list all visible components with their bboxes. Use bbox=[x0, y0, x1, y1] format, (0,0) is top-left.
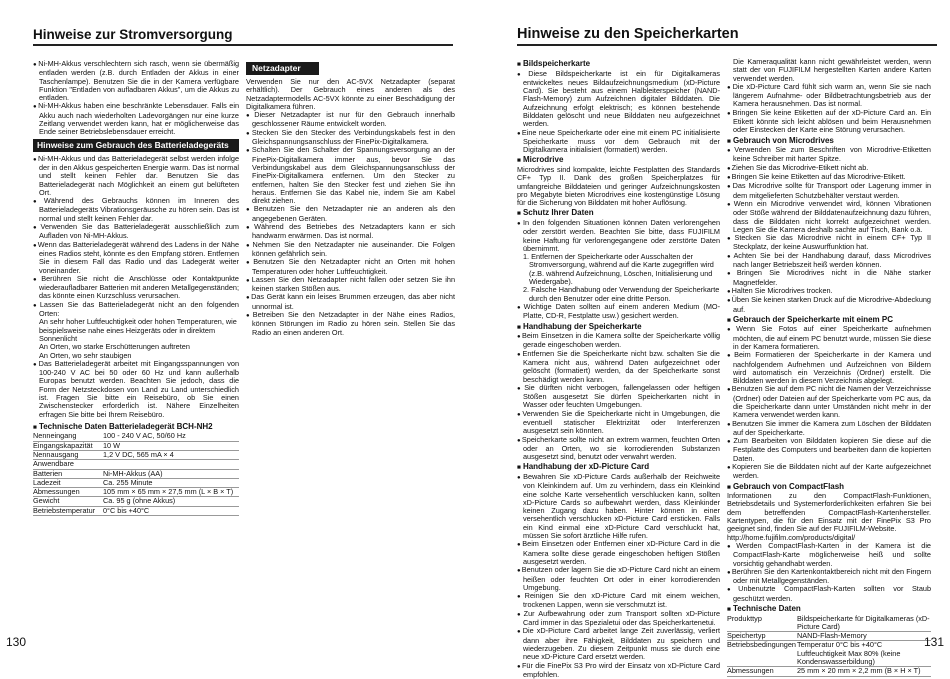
list-item: ● Benutzen oder lagern Sie die xD-Picture Card nicht an einem heißen oder feuchten Ort oder in einer korrodierenden Umgebung. bbox=[517, 566, 720, 592]
spec-value: 105 mm × 65 mm × 27,5 mm (L × B × T) bbox=[103, 488, 239, 497]
list-item: ● Bringen Sie Microdrives nicht in die Nähe starker Magnetfelder. bbox=[727, 269, 931, 287]
cf-text: Informationen zu den CompactFlash-Funktionen, Betriebsdetails und Systemerforderlichkeiten erfahren Sie bei dem betreffenden CompactFlash-Kartenhersteller. Kartentypen, die für den Einsatz mit der FinePix S3 Pro geeignet sind, finden Sie auf der FUJIFILM-Website. bbox=[727, 492, 931, 533]
spec-value: Ni-MH-Akkus (AA) bbox=[103, 469, 239, 478]
spec-key: Ladezeit bbox=[33, 478, 103, 487]
left-column-1 bbox=[33, 60, 239, 635]
spec-value bbox=[103, 460, 239, 469]
list-item: ● Verwenden Sie zum Beschriften von Microdrive-Etiketten keine Schreiber mit harter Spitze. bbox=[727, 146, 931, 164]
list-item: ● Ni-MH-Akkus und das Batterieladegerät selbst werden infolge der in den Akkus gespeicherten Energie warm. Das ist normal und stellt keinen Fehler dar. Benutzen Sie das Batterieladegerät nach Möglichkeit an einem gut belüfteten Ort. bbox=[33, 155, 239, 197]
table-row bbox=[33, 469, 239, 478]
list-item: An Orten, wo sehr staubigen bbox=[33, 352, 239, 360]
micro-text: Microdrives sind kompakte, leichte Festplatten des Standards CF+ Typ II. Dank des großen Speicherplatzes für umfangreiche Bilddateien und geringer Aufzeichnungskosten pro Megabyte bieten Microdrives eine kostengünstige Lösung für die Sicherung von Bilddaten mit hoher Auflösung. bbox=[517, 166, 720, 207]
spec-heading: ■ Technische Daten Batterieladegerät BCH-NH2 bbox=[33, 422, 239, 433]
list-item: ● Für die FinePix S3 Pro wird der Einsatz von xD-Picture Card empfohlen. bbox=[517, 662, 720, 679]
spec-value: Temperatur 0°C bis +40°C Luftfeuchtigkeit Max 80% (keine Kondenswasserbildung) bbox=[797, 641, 931, 667]
table-row bbox=[33, 497, 239, 506]
list-item: ● Bewahren Sie xD-Picture Cards außerhalb der Reichweite von Kleinkindern auf. Um zu verhindern, dass ein Kleinkind eine solche Karte versehentlich verschlucken kann, sollten xD-Picture Cards so aufbewahrt werden, dass Kleinkinder keinen Zugang dazu haben. Hinter können in einer versehentlich verschlucken xD-Picture Card ersticken. Falls ein Kind einmal eine xD-Picture Card verschluckt hat, müssen Sie sofort ärztliche Hilfe rufen. bbox=[517, 473, 720, 540]
micro-heading: ■ Microdrive bbox=[517, 155, 720, 166]
spec-value: Ca. 255 Minute bbox=[103, 478, 239, 487]
list-item: ● Während des Gebrauchs können im Inneren des Batterieladegeräts Vibrationsgeräusche zu hören sein. Das ist normal und stellt keinen Fehler dar. bbox=[33, 197, 239, 223]
bild-heading: ■ Bildspeicherkarte bbox=[517, 59, 720, 70]
list-item: ● Diese Bildspeicherkarte ist ein für Digitalkameras entwickeltes neues Bildaufzeichnungsmedium (xD-Picture Card). Sie besteht aus einem Halbleiterspeicher (NAND-Flash-Memory) zum Aufzeichnen digitaler Bilddaten. Die Aufzeichnung erfolgt elektrisch; es können bestehende Bilddaten gelöscht und neue Bilddaten neu aufgezeichnet werden. bbox=[517, 70, 720, 129]
list-item: 1. Entfernen der Speicherkarte oder Ausschalten der Stromversorgung, während auf die Karte zugegriffen wird (z.B. während Aufzeichnung, Löschen, Initialisierung und Wiedergabe). bbox=[517, 253, 720, 286]
list-item: ● Wenn Sie Fotos auf einer Speicherkarte aufnehmen möchten, die auf einem PC benutzt wurde, müssen Sie diese in der Kamera formatieren. bbox=[727, 325, 931, 351]
list-item: ● Das Microdrive sollte für Transport oder Lagerung immer in dem mitgelieferten Schutzbehälter verstaut werden. bbox=[727, 182, 931, 200]
table-row bbox=[727, 641, 931, 667]
spec-key: Nennausgang bbox=[33, 450, 103, 459]
spec-value: Ca. 95 g (ohne Akkus) bbox=[103, 497, 239, 506]
left-page bbox=[0, 0, 475, 659]
list-item: ● Benutzen Sie den Netzadapter nicht an Orten mit hohen Temperaturen oder hoher Luftfeuchtigkeit. bbox=[246, 258, 455, 276]
spec-value: NAND-Flash-Memory bbox=[797, 632, 931, 641]
list-item: ● Wenn ein Microdrive verwendet wird, können Vibrationen oder Stöße während der Bilddatenaufzeichnung dazu führen, dass die Bilddaten nicht korrekt aufgezeichnet werden. Legen Sie die Kamera deshalb sachte auf Tisch, Bank o.ä. bbox=[727, 200, 931, 234]
list-item: ● Beim Einsetzen in die Kamera sollte der Speicherkarte völlig gerade eingeschoben werden. bbox=[517, 332, 720, 350]
spec-key: Abmessungen bbox=[33, 488, 103, 497]
list-item: ● Stecken Sie den Stecker des Verbindungskabels fest in den Gleichspannungsanschluss der FinePix-Digitalkamera. bbox=[246, 129, 455, 147]
page-title: Hinweise zur Stromversorgung bbox=[33, 27, 453, 42]
list-item: ● Ziehen Sie das Microdrive-Etikett nicht ab. bbox=[727, 164, 931, 173]
list-item: ● Betreiben Sie den Netzadapter in der Nähe eines Radios, können Störungen im Radio zu hören sein. Stellen Sie das Radio an einen anderen Ort. bbox=[246, 311, 455, 337]
table-row bbox=[727, 615, 931, 632]
charger-spec-table bbox=[33, 432, 239, 516]
list-item: 2. Falsche Handhabung oder Verwendung der Speicherkarte durch den Benutzer oder eine dritte Person. bbox=[517, 286, 720, 303]
spec-value: Bildspeicherkarte für Digitalkameras (xD-Picture Card) bbox=[797, 615, 931, 632]
spec-key: Produkttyp bbox=[727, 615, 797, 632]
spec-key: Eingangskapazität bbox=[33, 441, 103, 450]
adapter-heading: Netzadapter bbox=[246, 62, 319, 75]
tech-heading: ■ Technische Daten bbox=[727, 604, 931, 615]
spec-key: Abmessungen bbox=[727, 667, 797, 676]
list-item: ● Benutzen Sie auf dem PC nicht die Namen der Verzeichnisse (Ordner) oder Dateien auf der Speicherkarte vom PC aus, da die Speicherkarte dann unter Umständen nicht mehr in der Kamera verwendet werden kann. bbox=[727, 385, 931, 419]
list-item: ● Sie dürften nicht verbogen, fallengelassen oder heftigen Stößen ausgesetzt Sie dürfen Speicherkarten nicht in Wasser oder feuchten Umgebungen. bbox=[517, 384, 720, 410]
schutz-intro: ● In den folgenden Situationen können Daten verlorengehen oder zerstört werden. Beachten Sie bitte, dass FUJIFILM keine Haftung für verlorengegangene oder zerstörte Daten übernimmt. bbox=[517, 219, 720, 253]
list-item: ● Die xD-Picture Card arbeitet lange Zeit zuverlässig, verliert dann aber ihre Fähigkeit, Bilddaten zu speichern und wiederzugeben. Zu diesem Zeitpunkt muss sie durch eine neue xD-Picture Card ersetzt werden. bbox=[517, 627, 720, 661]
list-item: ● Berühren Sie nicht die Anschlüsse oder Kontaktpunkte wiederaufladbarer Batterien mit anderen Metallgegenständen; das könnte einen Kurzschluss verursachen. bbox=[33, 275, 239, 301]
spec-key: Batterien bbox=[33, 469, 103, 478]
page-number: 131 bbox=[924, 635, 944, 649]
list-item: ● Schalten Sie den Schalter der Spannungsversorgung an der FinePix-Digitalkamera immer aus, bevor Sie das Verbindungskabel aus dem Gleichspannungsanschluss der FinePix-Digitalkamera entfernen. Um den Stecker zu entfernen, halten Sie den Stecker fest und ziehen Sie ihn heraus. Entfernen Sie das Kabel nie, indem Sie am Kabel direkt ziehen. bbox=[246, 146, 455, 205]
list-item: ● Halten Sie Microdrives trocken. bbox=[727, 287, 931, 296]
list-item: ● Verwenden Sie die Speicherkarte nicht in Umgebungen, die eventuell statischer Elektrizität oder Interferenzen ausgesetzt sein könnten. bbox=[517, 410, 720, 436]
list-item: ● Benutzen Sie immer die Kamera zum Löschen der Bilddaten auf der Speicherkarte. bbox=[727, 420, 931, 438]
col2-top-text: Die Kameraqualität kann nicht gewährleistet werden, wenn statt der von FUJIFILM hergestellten Karten andere Karten verwendet werden. bbox=[727, 58, 931, 83]
page-title: Hinweise zu den Speicherkarten bbox=[517, 27, 937, 42]
title-rule bbox=[33, 44, 453, 46]
table-row bbox=[33, 506, 239, 515]
page-number: 130 bbox=[6, 635, 26, 649]
list-item: ● Dieser Netzadapter ist nur für den Gebrauch innerhalb geschlossener Räume entwickelt worden. bbox=[246, 111, 455, 129]
gmicro-heading: ■ Gebrauch von Microdrives bbox=[727, 136, 931, 147]
list-item: ● Speicherkarte sollte nicht an extrem warmen, feuchten Orten oder an Orten, wo sie korrodierenden Substanzen ausgesetzt sind, benutzt oder verwahrt werden. bbox=[517, 436, 720, 462]
list-item: ● Das Gerät kann ein leises Brummen erzeugen, das aber nicht unnormal ist. bbox=[246, 293, 455, 311]
spec-value: 25 mm × 20 mm × 2,2 mm (B × H × T) bbox=[797, 667, 931, 676]
left-column-2 bbox=[246, 60, 455, 635]
list-item: ● Beim Einsetzen oder Entfernen einer xD-Picture Card in die Kamera sollte diese gerade eingeschoben heftigen Stößen ausgesetzt werden. bbox=[517, 540, 720, 566]
schutz-heading: ■ Schutz Ihrer Daten bbox=[517, 208, 720, 219]
list-item: ● Benutzen Sie den Netzadapter nie an anderen als den angegebenen Geräten. bbox=[246, 205, 455, 223]
xd-heading: ■ Handhabung der xD-Picture Card bbox=[517, 462, 720, 473]
spec-value: 100 - 240 V AC, 50/60 Hz bbox=[103, 432, 239, 441]
list-item: ● Beim Formatieren der Speicherkarte in der Kamera und nachfolgendem Aufnehmen und Aufzeichnen von Bildern wird automatisch ein Verzeichnis (Ordner) erstellt. Die Bilddaten werden in diesem Verzeichnis abgelegt. bbox=[727, 351, 931, 385]
spec-key: Betriebstemperatur bbox=[33, 506, 103, 515]
list-item: ● Reinigen Sie den xD-Picture Card mit einem weichen, trockenen Lappen, wenn sie verschmutzt ist. bbox=[517, 592, 720, 610]
charger-heading: Hinweise zum Gebrauch des Batterieladegeräts bbox=[33, 139, 239, 152]
cf-url: http://home.fujifilm.com/products/digital/ bbox=[727, 534, 931, 542]
list-item: ● Achten Sie bei der Handhabung darauf, dass Microdrives nach langer Betriebszeit heiß werden können. bbox=[727, 252, 931, 270]
list-item: ● Ni-MH-Akkus haben eine beschränkte Lebensdauer. Falls ein Akku auch nach wiederholten Ladevorgängen nur eine kurze Zeitlang verwendet werden kann, hat er möglicherweise das Ende seiner Betriebslebensdauer erreicht. bbox=[33, 102, 239, 136]
list-item: ● Während des Betriebes des Netzadapters kann er sich handwarm erwärmen. Das ist normal. bbox=[246, 223, 455, 241]
list-item: ● Verwenden Sie das Batterieladegerät ausschließlich zum Aufladen von Ni-MH-Akkus. bbox=[33, 223, 239, 241]
spec-value: 0°C bis +40°C bbox=[103, 506, 239, 515]
list-item: ● Lassen Sie das Batterieladegerät nicht an den folgenden Orten: bbox=[33, 301, 239, 319]
schutz-last: ● Wichtige Daten sollten auf einem anderen Medium (MO-Platte, CD-R, Festplatte usw.) gesichert werden. bbox=[517, 303, 720, 321]
right-column-2 bbox=[727, 58, 931, 653]
list-item: ● Berühren Sie den Kartenkontaktbereich nicht mit den Fingern oder mit Metallgegenständen. bbox=[727, 568, 931, 586]
list-item: ● Entfernen Sie die Speicherkarte nicht bzw. schalten Sie die Kamera nicht aus, während Daten aufgezeichnet oder gelöscht (formatiert) werden, da der Speicherkarte sonst beschädigt werden kann. bbox=[517, 350, 720, 384]
list-item: ● Lassen Sie den Netzadapter nicht fallen oder setzen Sie ihn keinen starken Stößen aus. bbox=[246, 276, 455, 294]
table-row bbox=[33, 432, 239, 441]
list-item: ● Üben Sie keinen starken Druck auf die Microdrive-Abdeckung auf. bbox=[727, 296, 931, 314]
pc-heading: ■ Gebrauch der Speicherkarte mit einem PC bbox=[727, 315, 931, 326]
list-item: ● Ni-MH-Akkus verschlechtern sich rasch, wenn sie übermäßig entladen werden (z.B. durch Entladen der Akkus in einer Taschenlampe). Benutzen Sie die in der Kamera verfügbare Funktion "Entladen von aufladbaren Akkus", um die Akkus zu entladen. bbox=[33, 60, 239, 102]
right-page bbox=[475, 0, 950, 659]
table-row bbox=[727, 667, 931, 676]
spec-key: Anwendbare bbox=[33, 460, 103, 469]
list-item: ● Unbenutzte CompactFlash-Karten sollten vor Staub geschützt werden. bbox=[727, 585, 931, 603]
spec-value: 10 W bbox=[103, 441, 239, 450]
hand-heading: ■ Handhabung der Speicherkarte bbox=[517, 322, 720, 333]
list-item: ● Zur Aufbewahrung oder zum Transport sollten xD-Picture Card immer in das Spezialetui oder das Speicherkartenetui. bbox=[517, 610, 720, 628]
card-spec-table bbox=[727, 615, 931, 677]
adapter-intro: Verwenden Sie nur den AC-5VX Netzadapter (separat erhältlich). Der Gebrauch eines anderen als des Netzadaptermodells AC-5VX könnte zu einer Beschädigung der Digitalkamera führen. bbox=[246, 78, 455, 111]
list-item: ● Nehmen Sie den Netzadapter nie auseinander. Die Folgen können gefährlich sein. bbox=[246, 241, 455, 259]
list-item: An Orten, wo starke Erschütterungen auftreten bbox=[33, 343, 239, 351]
list-item: ● Zum Bearbeiten von Bilddaten kopieren Sie diese auf die Festplatte des Computers und bearbeiten dann die kopierten Daten. bbox=[727, 437, 931, 463]
spec-key: Speichertyp bbox=[727, 632, 797, 641]
table-row bbox=[33, 460, 239, 469]
list-item: ● Bringen Sie keine Etiketten auf der xD-Picture Card an. Ein Etikett könnte sich leicht ablösen und beim Herausnehmen oder Einstecken der Karte eine Störung verursachen. bbox=[727, 109, 931, 135]
list-item: ● Bringen Sie keine Etiketten auf das Microdrive-Etikett. bbox=[727, 173, 931, 182]
list-item: ● Die xD-Picture Card fühlt sich warm an, wenn Sie sie nach längerem Aufnahme- oder Bildbetrachtungsbetrieb aus der Kamera herausnehmen. Das ist normal. bbox=[727, 83, 931, 109]
list-item: ● Stecken Sie das Microdrive nicht in einem CF+ Typ II Steckplatz, der keine Auswurffunktion hat. bbox=[727, 234, 931, 252]
list-item: ● Kopieren Sie die Bilddaten nicht auf der Karte aufgezeichnet werden. bbox=[727, 463, 931, 481]
list-item: An sehr hoher Luftfeuchtigkeit oder hohen Temperaturen, wie beispielsweise nahe eines Heizgeräts oder in direktem Sonnenlicht bbox=[33, 318, 239, 343]
list-item: ● Eine neue Speicherkarte oder eine mit einem PC initialisierte Speicherkarte muss vor dem Gebrauch mit der Digitalkamera initialisiert (formatiert) werden. bbox=[517, 129, 720, 155]
title-rule bbox=[517, 44, 937, 46]
charger-last-bullet: ● Das Batterieladegerät arbeitet mit Eingangsspannungen von 100-240 V AC bei 50 oder 60 Hz und kann außerhalb Europas benutzt werden. Beachten Sie jedoch, dass die Form der Netzsteckdosen von Land zu Land unterschiedlich ist. Fragen Sie bitte ein Reisebüro, ob Sie einen Zwischenstecker erforderlich ist. Nähere Einzelheiten erfragen Sie bitte bei Ihrem Reisebüro. bbox=[33, 360, 239, 419]
spec-value: 1,2 V DC, 565 mA × 4 bbox=[103, 450, 239, 459]
list-item: ● Werden CompactFlash-Karten in der Kamera ist die CompactFlash-Karte möglicherweise heiß und sollte vorsichtig gehandhabt werden. bbox=[727, 542, 931, 568]
cf-heading: ■ Gebrauch von CompactFlash bbox=[727, 482, 931, 493]
spec-key: Gewicht bbox=[33, 497, 103, 506]
list-item: ● Wenn das Batterieladegerät während des Ladens in der Nähe eines Radios steht, könnte es den Empfang stören. Entfernen Sie in diesem Fall das Radio und das Ladegerät weiter voneinander. bbox=[33, 241, 239, 275]
right-column-1 bbox=[517, 58, 720, 653]
spec-key: Betriebsbedingungen bbox=[727, 641, 797, 667]
spec-key: Nenneingang bbox=[33, 432, 103, 441]
